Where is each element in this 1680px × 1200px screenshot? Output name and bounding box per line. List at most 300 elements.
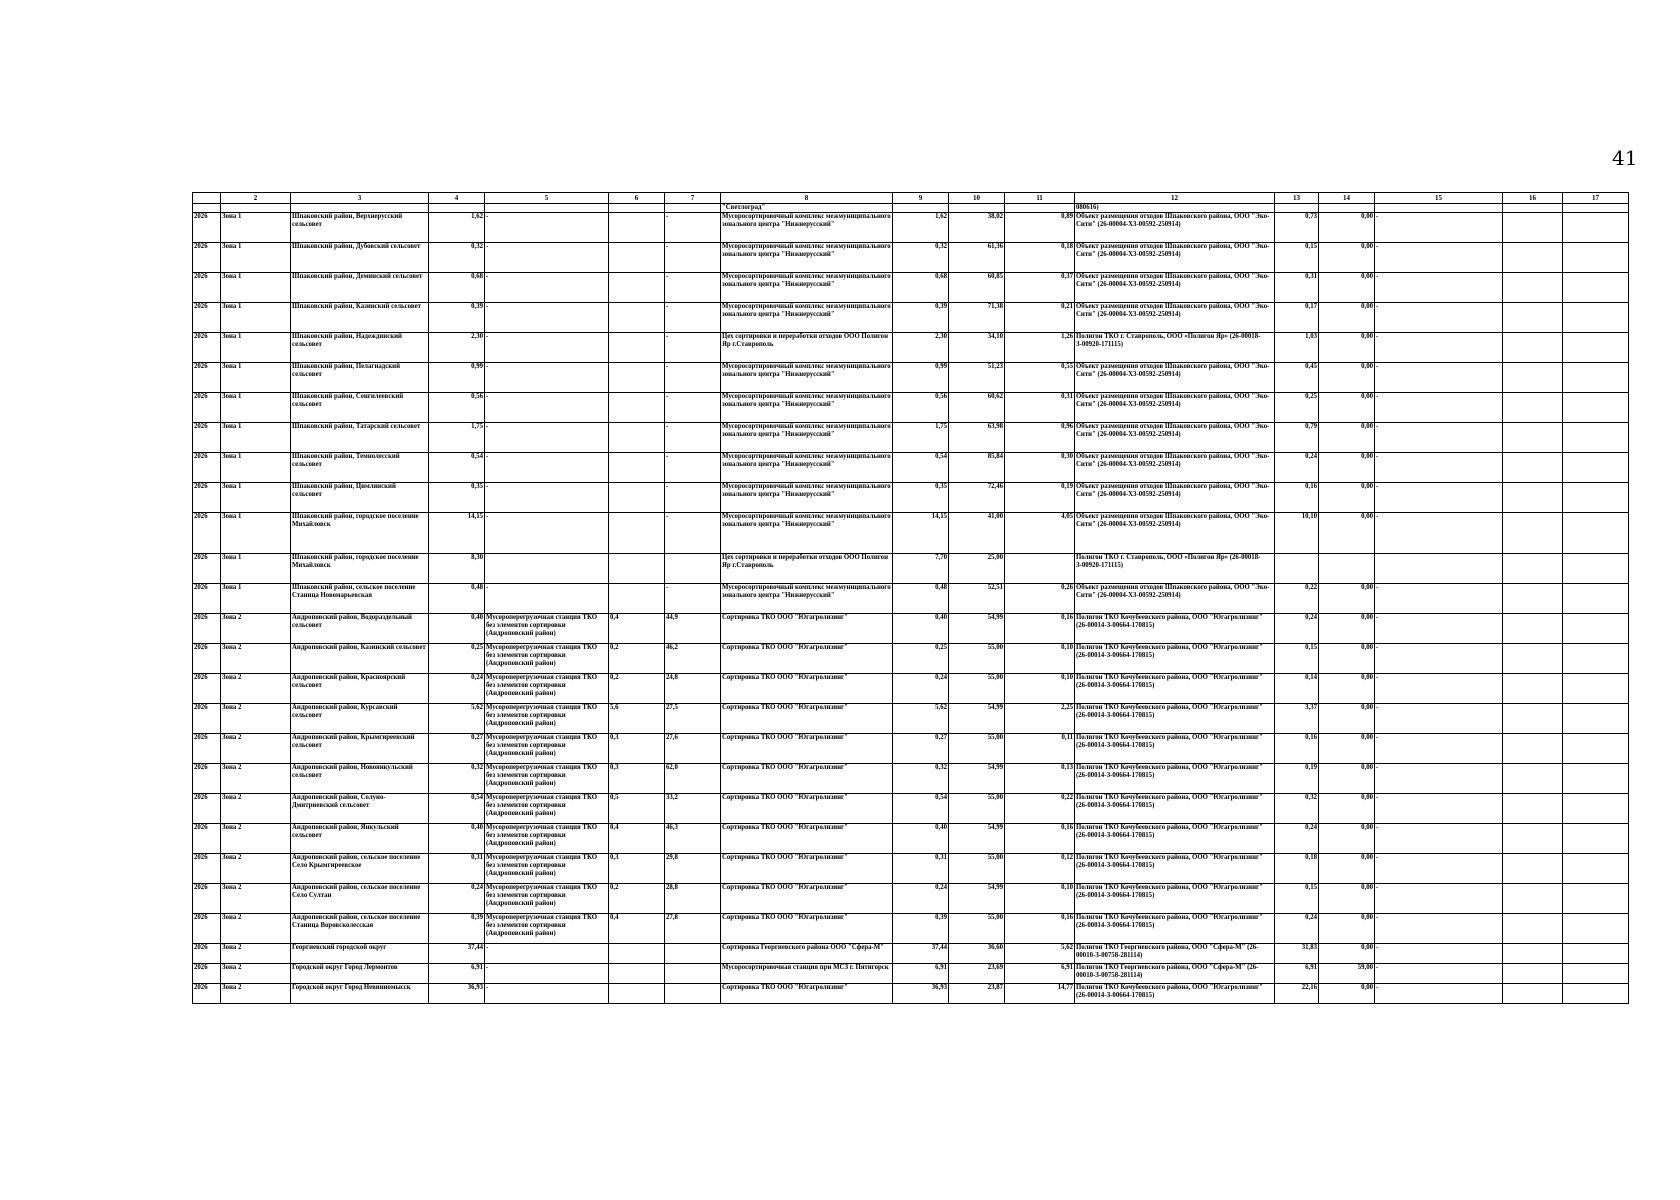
table-cell-col-11: 0,11 — [1005, 734, 1075, 764]
table-cell-col-15: - — [1375, 764, 1503, 794]
column-header-4: 4 — [429, 193, 485, 204]
table-cell-col-5: - — [485, 944, 609, 964]
table-cell-col-14: 0,00 — [1319, 884, 1375, 914]
table-cell-col-1: 2026 — [193, 333, 221, 363]
table-cell-col-16 — [1503, 614, 1563, 644]
table-row — [193, 453, 1629, 483]
table-row — [193, 884, 1629, 914]
table-cell-col-1: 2026 — [193, 614, 221, 644]
table-cell-col-10: 55,00 — [949, 734, 1005, 764]
table-row — [193, 303, 1629, 333]
table-cell-col-8: Мусоросортировочный комплекс межмуниципального зонального центра "Нижнерусский" — [721, 393, 893, 423]
table-cell-col-16 — [1503, 423, 1563, 453]
table-cell-col-13: 0,24 — [1275, 453, 1319, 483]
table-cell-col-4: 0,40 — [429, 824, 485, 854]
table-row — [193, 794, 1629, 824]
table-cell-col-3: Андроповский район, Водораздельный сельсовет — [291, 614, 429, 644]
column-header-14: 14 — [1319, 193, 1375, 204]
header-row — [193, 193, 1629, 204]
table-cell-col-3: Шпаковский район, Дубовский сельсовет — [291, 243, 429, 273]
table-cell-col-12: Полигон ТКО Кочубеевского района, ООО "Югагролизинг" (26-00014-З-00664-170815) — [1075, 644, 1275, 674]
table-cell-col-13: 0,15 — [1275, 884, 1319, 914]
table-cell-col-15: - — [1375, 794, 1503, 824]
table-cell-col-10: 55,00 — [949, 854, 1005, 884]
table-cell-col-7: - — [665, 213, 721, 243]
table-cell-col-3: Андроповский район, сельское поселение Село Крымгиреевское — [291, 854, 429, 884]
table-cell-col-4: 0,32 — [429, 764, 485, 794]
table-cell-col-13: 0,25 — [1275, 393, 1319, 423]
table-cell-col-16 — [1503, 964, 1563, 984]
table-cell-col-5: - — [485, 243, 609, 273]
table-cell-col-10: 23,87 — [949, 984, 1005, 1004]
table-cell-col-12: Полигон ТКО Кочубеевского района, ООО "Югагролизинг" (26-00014-З-00664-170815) — [1075, 614, 1275, 644]
table-cell-col-2: Зона 1 — [221, 363, 291, 393]
column-header-6: 6 — [609, 193, 665, 204]
table-cell-col-15: - — [1375, 584, 1503, 614]
table-cell-col-14: 0,00 — [1319, 984, 1375, 1004]
table-cell-col-11: 0,16 — [1005, 614, 1075, 644]
table-cell-col-9: 0,40 — [893, 614, 949, 644]
table-cell-col-13 — [1275, 554, 1319, 584]
table-cell-col-2: Зона 2 — [221, 644, 291, 674]
table-cell-col-11: 0,12 — [1005, 854, 1075, 884]
table-row — [193, 984, 1629, 1004]
table-cell-col-7: 33,2 — [665, 794, 721, 824]
table-cell-col-13: 0,45 — [1275, 363, 1319, 393]
table-cell-col-17 — [1563, 944, 1629, 964]
table-cell-col-12: Объект размещения отходов Шпаковского района, ООО "Эко-Сити" (26-00004-Х3-00592-250914) — [1075, 423, 1275, 453]
table-cell-col-11: 0,18 — [1005, 243, 1075, 273]
table-cell-col-15: - — [1375, 513, 1503, 554]
table-cell-col-8: Мусоросортировочный комплекс межмуниципального зонального центра "Нижнерусский" — [721, 423, 893, 453]
table-cell-col-6 — [609, 213, 665, 243]
table-cell-col-8: Сортировка ТКО ООО "Югагролизинг" — [721, 794, 893, 824]
table-cell-col-7: - — [665, 333, 721, 363]
table-cell-col-1: 2026 — [193, 674, 221, 704]
table-cell-col-13: 1,03 — [1275, 333, 1319, 363]
table-cell-col-8: Цех сортировки и переработки отходов ООО Полигон Яр г.Ставрополь — [721, 333, 893, 363]
table-cell-col-4: 0,31 — [429, 854, 485, 884]
table-cell-col-11: 0,10 — [1005, 644, 1075, 674]
table-cell-col-9: 1,75 — [893, 423, 949, 453]
table-cell-col-6: 0,2 — [609, 884, 665, 914]
table-cell-col-1: 2026 — [193, 944, 221, 964]
table-cell-col-6 — [609, 554, 665, 584]
table-cell-col-2: Зона 2 — [221, 854, 291, 884]
table-cell-col-10: 55,00 — [949, 644, 1005, 674]
table-row — [193, 584, 1629, 614]
table-cell-col-10: 52,51 — [949, 584, 1005, 614]
table-cell-col-1: 2026 — [193, 453, 221, 483]
table-cell-col-14: 0,00 — [1319, 363, 1375, 393]
table-cell-col-6: 0,2 — [609, 644, 665, 674]
table-cell-col-16 — [1503, 453, 1563, 483]
table-cell-col-7 — [665, 964, 721, 984]
table-row — [193, 273, 1629, 303]
table-cell-col-3: Андроповский район, Новоянкульский сельсовет — [291, 764, 429, 794]
table-cell-col-10: 60,62 — [949, 393, 1005, 423]
table-cell-col-16 — [1503, 243, 1563, 273]
table-cell-col-4: 0,25 — [429, 644, 485, 674]
table-cell-col-8: Сортировка ТКО ООО "Югагролизинг" — [721, 644, 893, 674]
table-cell-col-10: 41,00 — [949, 513, 1005, 554]
table-cell-col-15: - — [1375, 303, 1503, 333]
table-cell-col-13: 0,79 — [1275, 423, 1319, 453]
table-cell-col-2: Зона 2 — [221, 964, 291, 984]
table-cell-col-17 — [1563, 704, 1629, 734]
table-cell-col-4: 0,35 — [429, 483, 485, 513]
table-cell-col-13: 0,14 — [1275, 674, 1319, 704]
table-cell-col-16 — [1503, 704, 1563, 734]
table-cell-col-17 — [1563, 423, 1629, 453]
table-cell-col-14: 0,00 — [1319, 453, 1375, 483]
table-cell-col-4: 1,75 — [429, 423, 485, 453]
table-cell-col-9: 0,35 — [893, 483, 949, 513]
table-cell-col-10: 60,85 — [949, 273, 1005, 303]
table-cell-col-16 — [1503, 333, 1563, 363]
table-cell-col-14: 0,00 — [1319, 674, 1375, 704]
table-cell-col-10: 25,00 — [949, 554, 1005, 584]
table-cell-col-17 — [1563, 914, 1629, 944]
table-cell-col-5: Мусороперегрузочная станция ТКО без элементов сортировки (Андроповский район) — [485, 854, 609, 884]
table-cell-col-15: - — [1375, 984, 1503, 1004]
column-header-1 — [193, 193, 221, 204]
table-cell-col-7: 27,8 — [665, 914, 721, 944]
table-cell-col-17 — [1563, 764, 1629, 794]
table-cell-col-16 — [1503, 303, 1563, 333]
table-cell-col-1: 2026 — [193, 704, 221, 734]
table-cell-col-16 — [1503, 794, 1563, 824]
table-cell-col-2: Зона 1 — [221, 453, 291, 483]
table-cell-col-7: - — [665, 273, 721, 303]
table-cell-col-10: 54,99 — [949, 704, 1005, 734]
table-cell-col-1: 2026 — [193, 854, 221, 884]
table-cell-col-3: Городской округ Город Лермонтов — [291, 964, 429, 984]
table-cell-col-11: 0,26 — [1005, 584, 1075, 614]
table-cell-col-10: 54,99 — [949, 884, 1005, 914]
table-cell-col-11: 0,19 — [1005, 483, 1075, 513]
table-cell-col-12: Полигон ТКО г. Ставрополь, ООО «Полигон Яр» (26-00018-З-00920-171115) — [1075, 554, 1275, 584]
table-cell-col-5: - — [485, 303, 609, 333]
table-cell-col-2: Зона 1 — [221, 243, 291, 273]
table-row — [193, 393, 1629, 423]
column-header-8: 8 — [721, 193, 893, 204]
table-cell-col-2: Зона 1 — [221, 584, 291, 614]
table-cell-col-3: Андроповский район, Казинский сельсовет — [291, 644, 429, 674]
table-cell-col-15: - — [1375, 674, 1503, 704]
table-cell-col-13: 22,16 — [1275, 984, 1319, 1004]
table-cell-col-13: 0,24 — [1275, 824, 1319, 854]
waste-flow-table — [192, 192, 1629, 1004]
table-cell-col-6 — [609, 393, 665, 423]
table-cell-col-1: 2026 — [193, 984, 221, 1004]
table-cell-col-2: Зона 2 — [221, 734, 291, 764]
table-cell-col-17 — [1563, 794, 1629, 824]
table-cell-col-14: 0,00 — [1319, 704, 1375, 734]
table-cell-col-5: - — [485, 363, 609, 393]
table-cell-col-2: Зона 2 — [221, 884, 291, 914]
table-cell-col-4: 0,40 — [429, 614, 485, 644]
table-cell-col-11: 0,10 — [1005, 674, 1075, 704]
table-cell-col-14: 0,00 — [1319, 944, 1375, 964]
table-cell-col-12: Полигон ТКО Георгиевского района, ООО "Сфера-М" (26-00010-З-00758-281114) — [1075, 964, 1275, 984]
table-cell-col-6: 0,5 — [609, 794, 665, 824]
table-cell-col-15: - — [1375, 333, 1503, 363]
table-cell-col-17 — [1563, 213, 1629, 243]
table-cell-col-3: Шпаковский район, сельское поселение Станица Новомарьевская — [291, 584, 429, 614]
table-cell-col-6: 5,6 — [609, 704, 665, 734]
table-cell-col-2: Зона 2 — [221, 824, 291, 854]
table-cell-col-10: 55,00 — [949, 794, 1005, 824]
table-cell-col-8: Мусоросортировочная станция при МСЗ г. Пятигорск — [721, 964, 893, 984]
table-cell-col-14: 0,00 — [1319, 303, 1375, 333]
table-cell-col-17 — [1563, 734, 1629, 764]
table-cell-col-6 — [609, 363, 665, 393]
table-cell-col-6 — [609, 303, 665, 333]
table-cell-col-2: Зона 2 — [221, 794, 291, 824]
table-cell-col-8: Сортировка ТКО ООО "Югагролизинг" — [721, 614, 893, 644]
table-cell-col-3: Шпаковский район, Цимлянский сельсовет — [291, 483, 429, 513]
table-cell-col-7 — [665, 554, 721, 584]
table-cell-col-3: Андроповский район, Курсавский сельсовет — [291, 704, 429, 734]
table-cell-col-7: 27,5 — [665, 704, 721, 734]
table-cell-col-13: 0,16 — [1275, 483, 1319, 513]
continuation-row — [193, 204, 1629, 213]
table-cell-col-12: Полигон ТКО Кочубеевского района, ООО "Югагролизинг" (26-00014-З-00664-170815) — [1075, 854, 1275, 884]
table-cell-col-1: 2026 — [193, 644, 221, 674]
table-cell-col-6: 0,4 — [609, 914, 665, 944]
table-cell-col-10: 36,60 — [949, 944, 1005, 964]
table-cell-col-10: 71,38 — [949, 303, 1005, 333]
table-cell-col-16 — [1503, 513, 1563, 554]
table-cell-col-11: 1,26 — [1005, 333, 1075, 363]
table-cell-col-5: - — [485, 584, 609, 614]
table-cell-col-6 — [609, 273, 665, 303]
table-cell-col-9: 6,91 — [893, 964, 949, 984]
table-cell-col-15: - — [1375, 393, 1503, 423]
table-cell-col-3: Андроповский район, сельское поселение Станица Воровсколесская — [291, 914, 429, 944]
table-cell-col-14: 0,00 — [1319, 333, 1375, 363]
table-row — [193, 914, 1629, 944]
table-cell-col-1: 2026 — [193, 213, 221, 243]
table-cell-col-4: 0,54 — [429, 453, 485, 483]
table-cell-col-15: - — [1375, 914, 1503, 944]
page-number: 41 — [1612, 146, 1638, 170]
table-cell-col-5: Мусороперегрузочная станция ТКО без элементов сортировки (Андроповский район) — [485, 794, 609, 824]
table-row — [193, 614, 1629, 644]
table-row — [193, 854, 1629, 884]
table-cell-col-16 — [1503, 213, 1563, 243]
table-cell-col-11: 0,22 — [1005, 794, 1075, 824]
table-cell-col-16 — [1503, 554, 1563, 584]
table-cell-col-6 — [609, 483, 665, 513]
table-cell-col-8: Цех сортировки и переработки отходов ООО Полигон Яр г.Ставрополь — [721, 554, 893, 584]
table-cell-col-8: Мусоросортировочный комплекс межмуниципального зонального центра "Нижнерусский" — [721, 213, 893, 243]
table-cell-col-7: 46,3 — [665, 824, 721, 854]
table-cell-col-7: 62,0 — [665, 764, 721, 794]
table-row — [193, 513, 1629, 554]
table-cell-col-5: Мусороперегрузочная станция ТКО без элементов сортировки (Андроповский район) — [485, 764, 609, 794]
table-cell-col-17 — [1563, 644, 1629, 674]
table-cell-col-7: - — [665, 363, 721, 393]
table-cell-col-16 — [1503, 824, 1563, 854]
table-cell-col-17 — [1563, 513, 1629, 554]
table-cell-col-5: Мусороперегрузочная станция ТКО без элементов сортировки (Андроповский район) — [485, 824, 609, 854]
continuation-landfill: 080616) — [1075, 204, 1275, 213]
table-cell-col-6: 0,4 — [609, 614, 665, 644]
table-cell-col-3: Андроповский район, Крымгиреевский сельсовет — [291, 734, 429, 764]
table-cell-col-16 — [1503, 483, 1563, 513]
table-cell-col-1: 2026 — [193, 554, 221, 584]
column-header-16: 16 — [1503, 193, 1563, 204]
column-header-11: 11 — [1005, 193, 1075, 204]
table-cell-col-6 — [609, 333, 665, 363]
table-cell-col-11: 0,21 — [1005, 303, 1075, 333]
table-cell-col-10: 51,23 — [949, 363, 1005, 393]
table-cell-col-15: - — [1375, 423, 1503, 453]
table-cell-col-6: 0,3 — [609, 734, 665, 764]
table-row — [193, 704, 1629, 734]
table-cell-col-3: Городской округ Город Невинномысск — [291, 984, 429, 1004]
table-cell-col-14: 0,00 — [1319, 483, 1375, 513]
table-cell-col-5: - — [485, 984, 609, 1004]
table-cell-col-17 — [1563, 333, 1629, 363]
table-cell-col-10: 55,00 — [949, 674, 1005, 704]
table-cell-col-5: Мусороперегрузочная станция ТКО без элементов сортировки (Андроповский район) — [485, 644, 609, 674]
table-cell-col-4: 37,44 — [429, 944, 485, 964]
table-cell-col-8: Сортировка ТКО ООО "Югагролизинг" — [721, 764, 893, 794]
table-cell-col-4: 2,30 — [429, 333, 485, 363]
table-cell-col-2: Зона 1 — [221, 303, 291, 333]
table-cell-col-9: 0,32 — [893, 764, 949, 794]
table-cell-col-4: 0,24 — [429, 884, 485, 914]
table-cell-col-5: - — [485, 393, 609, 423]
table-cell-col-8: Сортировка ТКО ООО "Югагролизинг" — [721, 854, 893, 884]
table-row — [193, 944, 1629, 964]
table-cell-col-4: 8,30 — [429, 554, 485, 584]
table-cell-col-2: Зона 1 — [221, 213, 291, 243]
table-cell-col-3: Шпаковский район, городское поселение Михайловск — [291, 513, 429, 554]
table-cell-col-12: Объект размещения отходов Шпаковского района, ООО "Эко-Сити" (26-00004-Х3-00592-250914) — [1075, 513, 1275, 554]
table-cell-col-2: Зона 2 — [221, 914, 291, 944]
table-cell-col-6 — [609, 243, 665, 273]
table-row — [193, 734, 1629, 764]
table-cell-col-11: 0,13 — [1005, 764, 1075, 794]
table-cell-col-8: Мусоросортировочный комплекс межмуниципального зонального центра "Нижнерусский" — [721, 273, 893, 303]
table-cell-col-1: 2026 — [193, 303, 221, 333]
table-cell-col-1: 2026 — [193, 734, 221, 764]
table-cell-col-16 — [1503, 584, 1563, 614]
table-cell-col-16 — [1503, 273, 1563, 303]
table-cell-col-9: 0,99 — [893, 363, 949, 393]
table-cell-col-6: 0,4 — [609, 824, 665, 854]
table-cell-col-11: 2,25 — [1005, 704, 1075, 734]
table-cell-col-5 — [485, 554, 609, 584]
table-cell-col-17 — [1563, 614, 1629, 644]
table-cell-col-12: Объект размещения отходов Шпаковского района, ООО "Эко-Сити" (26-00004-Х3-00592-250914) — [1075, 584, 1275, 614]
table-cell-col-3: Шпаковский район, городское поселение Михайловск — [291, 554, 429, 584]
table-cell-col-16 — [1503, 884, 1563, 914]
table-cell-col-3: Георгиевский городской округ — [291, 944, 429, 964]
table-cell-col-14: 0,00 — [1319, 644, 1375, 674]
table-cell-col-17 — [1563, 964, 1629, 984]
table-cell-col-10: 55,00 — [949, 914, 1005, 944]
table-cell-col-17 — [1563, 453, 1629, 483]
table-cell-col-9: 0,68 — [893, 273, 949, 303]
table-cell-col-10: 85,84 — [949, 453, 1005, 483]
table-cell-col-7: - — [665, 584, 721, 614]
column-header-17: 17 — [1563, 193, 1629, 204]
table-cell-col-4: 0,54 — [429, 794, 485, 824]
table-cell-col-9: 0,39 — [893, 303, 949, 333]
table-cell-col-16 — [1503, 674, 1563, 704]
table-cell-col-8: Мусоросортировочный комплекс межмуниципального зонального центра "Нижнерусский" — [721, 513, 893, 554]
table-cell-col-12: Полигон ТКО г. Ставрополь, ООО «Полигон Яр» (26-00018-З-00920-171115) — [1075, 333, 1275, 363]
table-cell-col-10: 54,99 — [949, 614, 1005, 644]
table-cell-col-7: - — [665, 423, 721, 453]
table-cell-col-4: 0,39 — [429, 914, 485, 944]
table-cell-col-13: 0,31 — [1275, 273, 1319, 303]
table-cell-col-9: 36,93 — [893, 984, 949, 1004]
table-cell-col-8: Сортировка ТКО ООО "Югагролизинг" — [721, 914, 893, 944]
column-header-15: 15 — [1375, 193, 1503, 204]
table-cell-col-4: 36,93 — [429, 984, 485, 1004]
table-cell-col-17 — [1563, 824, 1629, 854]
table-cell-col-3: Шпаковский район, Темнолесский сельсовет — [291, 453, 429, 483]
table-cell-col-6: 0,3 — [609, 854, 665, 884]
table-cell-col-2: Зона 2 — [221, 674, 291, 704]
table-cell-col-13: 0,73 — [1275, 213, 1319, 243]
table-cell-col-12: Полигон ТКО Кочубеевского района, ООО "Югагролизинг" (26-00014-З-00664-170815) — [1075, 914, 1275, 944]
table-cell-col-5: - — [485, 423, 609, 453]
table-cell-col-12: Полигон ТКО Георгиевского района, ООО "Сфера-М" (26-00010-З-00758-281114) — [1075, 944, 1275, 964]
table-cell-col-1: 2026 — [193, 914, 221, 944]
table-cell-col-15: - — [1375, 614, 1503, 644]
table-cell-col-2: Зона 2 — [221, 764, 291, 794]
table-cell-col-17 — [1563, 984, 1629, 1004]
table-cell-col-7 — [665, 984, 721, 1004]
table-cell-col-3: Андроповский район, Солуно-Дмитриевский сельсовет — [291, 794, 429, 824]
table-cell-col-15: - — [1375, 243, 1503, 273]
table-cell-col-8: Мусоросортировочный комплекс межмуниципального зонального центра "Нижнерусский" — [721, 483, 893, 513]
table-cell-col-8: Сортировка ТКО ООО "Югагролизинг" — [721, 984, 893, 1004]
table-cell-col-13: 0,18 — [1275, 854, 1319, 884]
table-cell-col-3: Шпаковский район, Пелагиадский сельсовет — [291, 363, 429, 393]
table-cell-col-3: Шпаковский район, Казинский сельсовет — [291, 303, 429, 333]
table-cell-col-15: - — [1375, 884, 1503, 914]
column-header-9: 9 — [893, 193, 949, 204]
table-cell-col-9: 0,48 — [893, 584, 949, 614]
table-cell-col-4: 14,15 — [429, 513, 485, 554]
table-cell-col-5: Мусороперегрузочная станция ТКО без элементов сортировки (Андроповский район) — [485, 614, 609, 644]
table-row — [193, 423, 1629, 453]
table-cell-col-12: Объект размещения отходов Шпаковского района, ООО "Эко-Сити" (26-00004-Х3-00592-250914) — [1075, 243, 1275, 273]
table-cell-col-5: - — [485, 483, 609, 513]
table-cell-col-7: 28,8 — [665, 884, 721, 914]
table-cell-col-4: 0,39 — [429, 303, 485, 333]
table-cell-col-1: 2026 — [193, 964, 221, 984]
table-cell-col-8: Мусоросортировочный комплекс межмуниципального зонального центра "Нижнерусский" — [721, 363, 893, 393]
table-cell-col-2: Зона 2 — [221, 944, 291, 964]
table-cell-col-1: 2026 — [193, 423, 221, 453]
table-cell-col-3: Андроповский район, Красноярский сельсовет — [291, 674, 429, 704]
table-cell-col-16 — [1503, 914, 1563, 944]
table-cell-col-11: 0,37 — [1005, 273, 1075, 303]
table-cell-col-8: Мусоросортировочный комплекс межмуниципального зонального центра "Нижнерусский" — [721, 243, 893, 273]
table-cell-col-1: 2026 — [193, 273, 221, 303]
table-cell-col-14: 0,00 — [1319, 213, 1375, 243]
table-cell-col-13: 0,15 — [1275, 243, 1319, 273]
